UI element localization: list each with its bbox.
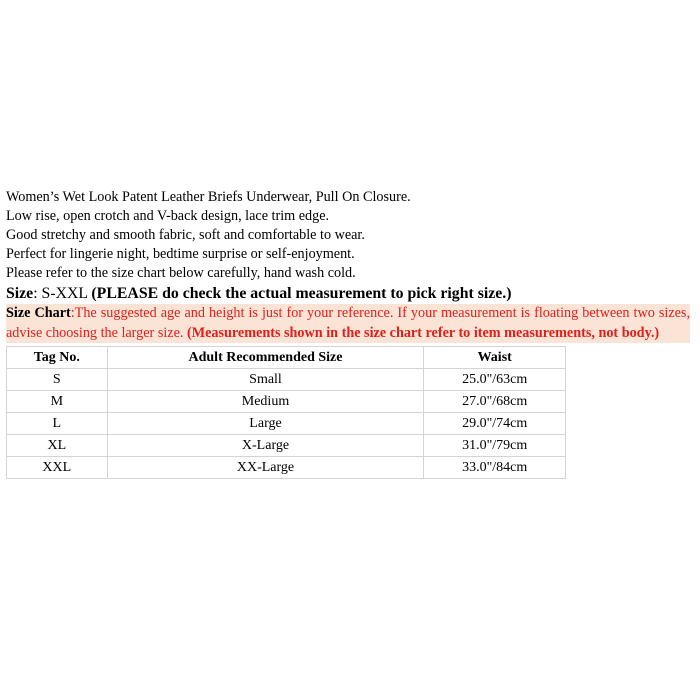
cell-size: XX-Large <box>107 457 424 479</box>
cell-waist: 31.0"/79cm <box>424 435 566 457</box>
cell-waist: 29.0"/74cm <box>424 413 566 435</box>
cell-waist: 27.0"/68cm <box>424 391 566 413</box>
cell-tag: S <box>7 369 108 391</box>
header-recommended-size: Adult Recommended Size <box>107 347 424 369</box>
table-row <box>7 435 566 457</box>
size-range: : S-XXL <box>33 285 92 302</box>
size-chart-note-bold: (Measurements shown in the size chart refer to item measurements, not body.) <box>186 324 660 341</box>
table-header-row <box>7 347 566 369</box>
cell-size: X-Large <box>107 435 424 457</box>
size-range-line <box>6 284 694 304</box>
table-row <box>7 391 566 413</box>
table-row <box>7 369 566 391</box>
product-description <box>6 188 694 479</box>
description-line-3: Good stretchy and smooth fabric, soft and comfortable to wear. <box>6 227 365 243</box>
table-row <box>7 413 566 435</box>
size-chart-label: Size Chart <box>6 305 71 321</box>
header-tag-no: Tag No. <box>7 347 108 369</box>
cell-size: Small <box>107 369 424 391</box>
size-emphasis: (PLEASE do check the actual measurement to pick right size.) <box>91 285 512 302</box>
cell-tag: XL <box>7 435 108 457</box>
description-line-2: Low rise, open crotch and V-back design, lace trim edge. <box>6 208 330 224</box>
cell-waist: 33.0"/84cm <box>424 457 566 479</box>
table-row <box>7 457 566 479</box>
size-label: Size <box>6 285 34 302</box>
description-line-4: Perfect for lingerie night, bedtime surprise or self-enjoyment. <box>6 246 355 262</box>
size-table <box>6 346 566 479</box>
cell-size: Medium <box>107 391 424 413</box>
cell-tag: L <box>7 413 108 435</box>
header-waist: Waist <box>424 347 566 369</box>
cell-waist: 25.0"/63cm <box>424 369 566 391</box>
cell-tag: M <box>7 391 108 413</box>
description-line-1: Women’s Wet Look Patent Leather Briefs Underwear, Pull On Closure. <box>6 189 411 205</box>
cell-tag: XXL <box>7 457 108 479</box>
description-line-5: Please refer to the size chart below carefully, hand wash cold. <box>6 265 356 281</box>
size-chart-note <box>6 304 690 343</box>
cell-size: Large <box>107 413 424 435</box>
size-chart-note-text: :The suggested age and height is just for your reference. If your measurement is floating between two sizes, advise choosing the larger size. <box>6 305 690 341</box>
